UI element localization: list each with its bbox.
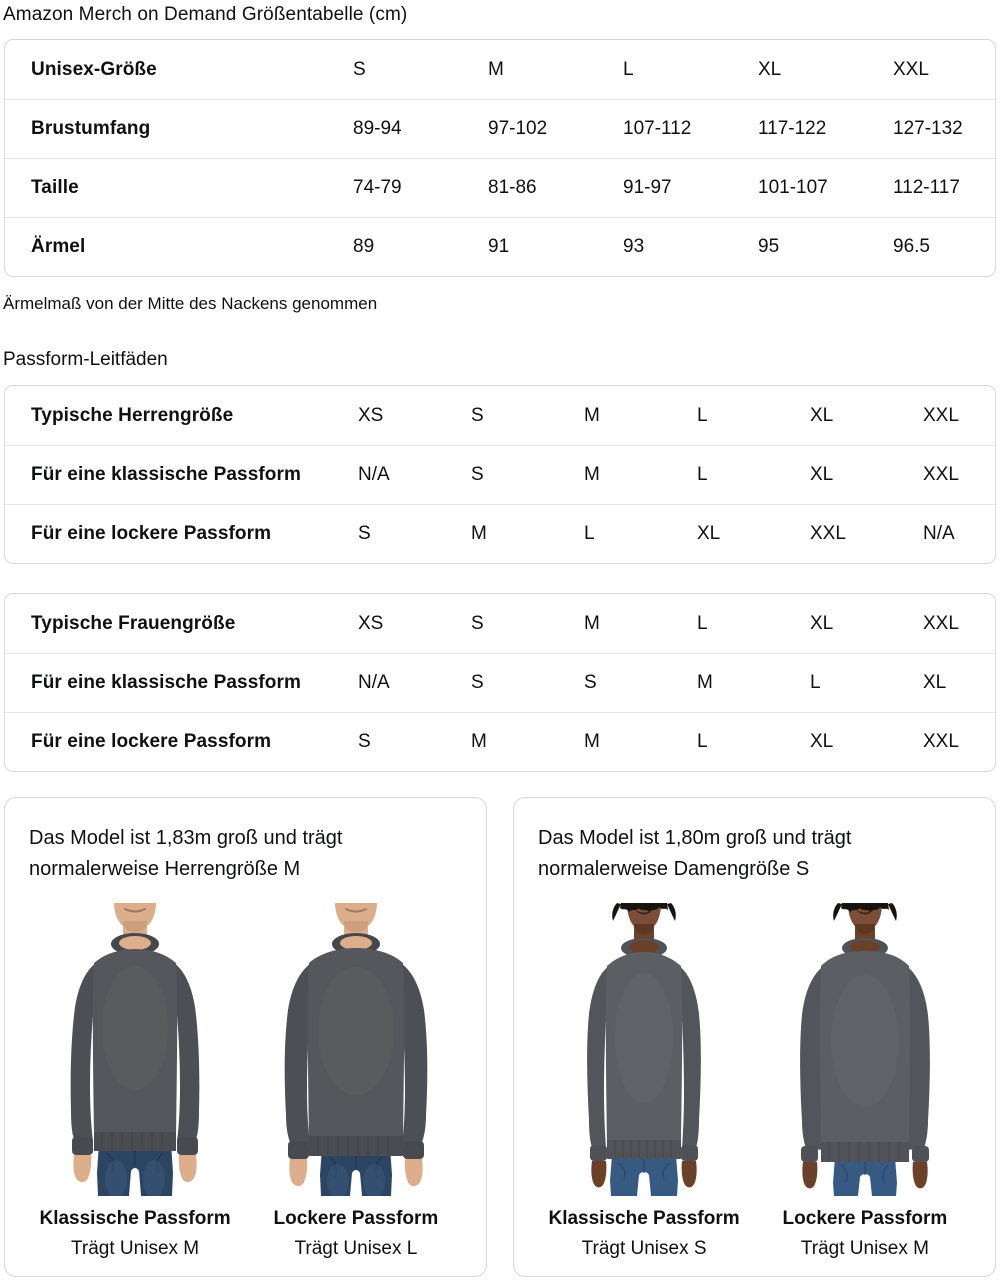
table-row	[5, 445, 995, 504]
fit-guides-heading: Passform-Leitfäden	[3, 349, 168, 370]
male-model-card	[4, 797, 487, 1277]
figure-classic-fit	[29, 903, 241, 1260]
sleeve-measure-footnote: Ärmelmaß von der Mitte des Nackens genommen	[3, 294, 378, 313]
table-row	[5, 594, 995, 653]
size-cell: XXL	[893, 58, 929, 80]
size-cell: L	[584, 523, 595, 544]
size-cell: 89-94	[353, 118, 402, 139]
size-cell: 127-132	[893, 118, 963, 139]
size-cell: S	[471, 672, 484, 693]
table-row	[5, 712, 995, 771]
size-cell: M	[584, 404, 600, 426]
size-cell: 107-112	[623, 118, 692, 139]
size-cell: S	[471, 612, 484, 634]
size-cell: L	[697, 464, 708, 485]
size-cell: 97-102	[488, 118, 548, 139]
figure-loose-fit	[250, 903, 462, 1260]
table-row	[5, 504, 995, 563]
row-label: Typische Herrengröße	[31, 404, 234, 426]
row-label: Typische Frauengröße	[31, 612, 236, 634]
table-row	[5, 158, 995, 217]
size-label: Trägt Unisex S	[581, 1238, 707, 1259]
size-cell: L	[697, 404, 708, 426]
page-title: Amazon Merch on Demand Größentabelle (cm)	[3, 4, 408, 25]
table-row	[5, 217, 995, 276]
model-cards	[4, 797, 996, 1277]
model-intro-text: Das Model ist 1,80m groß und trägt normalerweise Damengröße S	[538, 827, 852, 880]
model-intro-text: Das Model ist 1,83m groß und trägt normalerweise Herrengröße M	[29, 827, 343, 880]
mens-fit-guide-table	[4, 385, 996, 564]
size-cell: XXL	[923, 404, 959, 426]
size-cell: N/A	[358, 672, 390, 693]
size-cell: XXL	[923, 464, 959, 485]
womens-fit-guide-table	[4, 593, 996, 772]
size-cell: XL	[697, 523, 721, 544]
size-cell: 91	[488, 236, 510, 257]
fit-label: Klassische Passform	[39, 1208, 231, 1229]
size-cell: M	[471, 731, 487, 752]
row-label: Ärmel	[31, 236, 86, 257]
fit-label: Lockere Passform	[273, 1208, 439, 1229]
size-cell: L	[623, 58, 634, 80]
size-label: Trägt Unisex L	[294, 1238, 418, 1259]
size-cell: XL	[810, 612, 834, 634]
size-cell: N/A	[358, 464, 390, 485]
size-cell: XL	[810, 731, 834, 752]
row-label: Brustumfang	[31, 118, 151, 139]
size-cell: M	[488, 58, 504, 80]
fit-label: Klassische Passform	[548, 1208, 740, 1229]
figures-row	[538, 903, 971, 1260]
size-cell: S	[358, 523, 371, 544]
model-photo-male-loose-fit	[276, 903, 436, 1196]
table-row	[5, 40, 995, 99]
size-cell: XL	[923, 672, 947, 693]
size-cell: 95	[758, 236, 780, 257]
model-photo-female-loose-fit	[785, 903, 945, 1196]
size-cell: XXL	[923, 612, 959, 634]
size-cell: XXL	[810, 523, 846, 544]
size-cell: XXL	[923, 731, 959, 752]
row-label: Unisex-Größe	[31, 58, 157, 80]
size-cell: S	[584, 672, 597, 693]
row-label: Für eine klassische Passform	[31, 464, 301, 485]
size-cell: 112-117	[893, 177, 960, 198]
size-label: Trägt Unisex M	[71, 1238, 200, 1259]
size-cell: L	[697, 612, 708, 634]
unisex-size-table	[4, 39, 996, 277]
size-cell: XL	[810, 464, 834, 485]
table-row	[5, 386, 995, 445]
size-cell: N/A	[923, 523, 955, 544]
size-cell: 101-107	[758, 177, 828, 198]
model-photo-male-classic-fit	[55, 903, 215, 1196]
row-label: Für eine lockere Passform	[31, 731, 272, 752]
size-cell: 96.5	[893, 236, 930, 257]
model-photo-female-classic-fit	[564, 903, 724, 1196]
size-cell: M	[584, 612, 600, 634]
table-row	[5, 99, 995, 158]
size-cell: M	[584, 464, 600, 485]
figure-classic-fit	[538, 903, 750, 1260]
size-cell: 89	[353, 236, 375, 257]
size-cell: M	[697, 672, 713, 693]
size-label: Trägt Unisex M	[800, 1238, 929, 1259]
fit-label: Lockere Passform	[782, 1208, 948, 1229]
size-cell: S	[358, 731, 371, 752]
figures-row	[29, 903, 462, 1260]
row-label: Taille	[31, 177, 79, 198]
female-model-card	[513, 797, 996, 1277]
size-cell: XL	[758, 58, 782, 80]
size-cell: S	[353, 58, 366, 80]
row-label: Für eine klassische Passform	[31, 672, 301, 693]
size-cell: 117-122	[758, 118, 827, 139]
size-cell: M	[471, 523, 487, 544]
size-cell: 74-79	[353, 177, 402, 198]
size-cell: L	[697, 731, 708, 752]
table-row	[5, 653, 995, 712]
row-label: Für eine lockere Passform	[31, 523, 272, 544]
size-cell: M	[584, 731, 600, 752]
size-cell: 81-86	[488, 177, 537, 198]
size-cell: XS	[358, 612, 384, 634]
size-cell: S	[471, 404, 484, 426]
size-cell: 91-97	[623, 177, 672, 198]
size-cell: XS	[358, 404, 384, 426]
figure-loose-fit	[759, 903, 971, 1260]
size-cell: XL	[810, 404, 834, 426]
size-cell: S	[471, 464, 484, 485]
size-cell: L	[810, 672, 821, 693]
size-cell: 93	[623, 236, 645, 257]
